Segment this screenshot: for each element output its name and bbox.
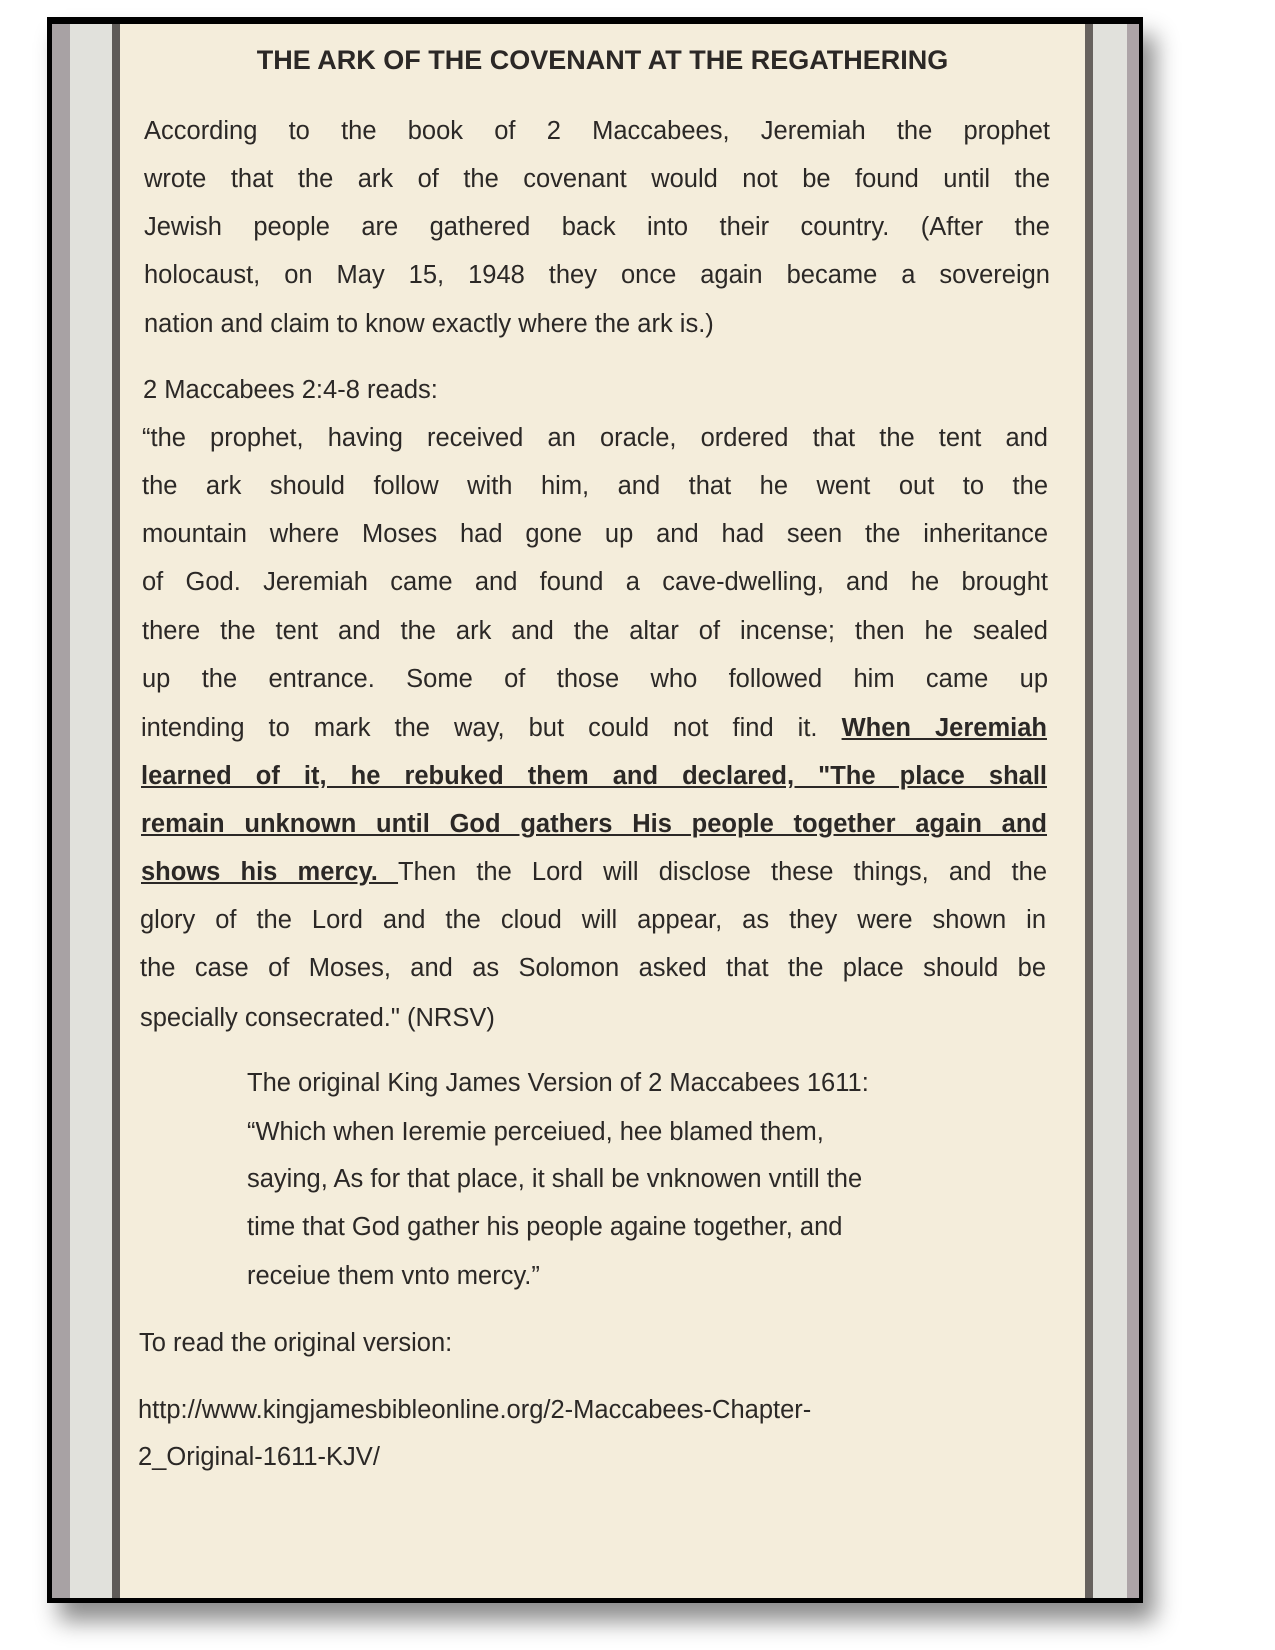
frame-margin-left: [70, 24, 112, 1598]
kjv-line: time that God gather his people againe together, and: [247, 1213, 843, 1241]
quote-line: [141, 761, 1047, 791]
quote-line: of God. Jeremiah came and found a cave-dwelling, and he brought: [142, 568, 1048, 596]
quote-line: mountain where Moses had gone up and had seen the inheritance: [142, 520, 1048, 548]
scripture-reference: 2 Maccabees 2:4-8 reads:: [143, 376, 438, 404]
intro-line: According to the book of 2 Maccabees, Jeremiah the prophet: [144, 117, 1050, 145]
quote-line: the ark should follow with him, and that he went out to the: [142, 472, 1048, 500]
intro-line: wrote that the ark of the covenant would not be found until the: [144, 165, 1050, 193]
border-line-left: [112, 24, 120, 1598]
document-title: THE ARK OF THE COVENANT AT THE REGATHERING: [256, 45, 949, 75]
source-url: 2_Original-1611-KJV/: [138, 1443, 380, 1471]
quote-line: up the entrance. Some of those who followed him came up: [142, 665, 1048, 693]
intro-line: Jewish people are gathered back into their country. (After the: [144, 213, 1050, 241]
border-line-right: [1085, 24, 1093, 1598]
quote-text: intending to mark the way, but could not find it.: [141, 714, 842, 742]
quote-text: Then the Lord will disclose these things, and the: [398, 858, 1047, 886]
frame-margin-right: [1093, 24, 1127, 1598]
quote-line: [141, 713, 1047, 743]
quote-line: the case of Moses, and as Solomon asked that the place should be: [140, 954, 1046, 982]
quote-line: specially consecrated." (NRSV): [140, 1004, 495, 1032]
frame-edge-left: [52, 24, 70, 1598]
emphasized-text: learned of it, he rebuked them and declared, "The place shall: [141, 762, 1047, 790]
quote-line: glory of the Lord and the cloud will appear, as they were shown in: [140, 906, 1046, 934]
quote-line: there the tent and the ark and the altar of incense; then he sealed: [142, 617, 1048, 645]
intro-line: holocaust, on May 15, 1948 they once again became a sovereign: [144, 261, 1050, 289]
emphasized-text: When Jeremiah: [841, 714, 1047, 742]
intro-line: nation and claim to know exactly where the ark is.): [144, 310, 714, 338]
source-url: http://www.kingjamesbibleonline.org/2-Maccabees-Chapter-: [138, 1396, 812, 1424]
emphasized-text: shows his mercy.: [141, 858, 399, 886]
kjv-line: “Which when Ieremie perceiued, hee blamed them,: [247, 1118, 824, 1146]
kjv-line: receiue them vnto mercy.”: [247, 1262, 540, 1290]
quote-line: [141, 809, 1047, 839]
kjv-line: The original King James Version of 2 Maccabees 1611:: [247, 1069, 869, 1097]
kjv-line: saying, As for that place, it shall be vnknowen vntill the: [247, 1165, 863, 1193]
emphasized-text: remain unknown until God gathers His people together again and: [141, 810, 1047, 838]
quote-line: “the prophet, having received an oracle, ordered that the tent and: [142, 424, 1048, 452]
frame-edge-right: [1127, 24, 1139, 1598]
read-original-label: To read the original version:: [139, 1329, 453, 1357]
quote-line: [141, 857, 1047, 887]
